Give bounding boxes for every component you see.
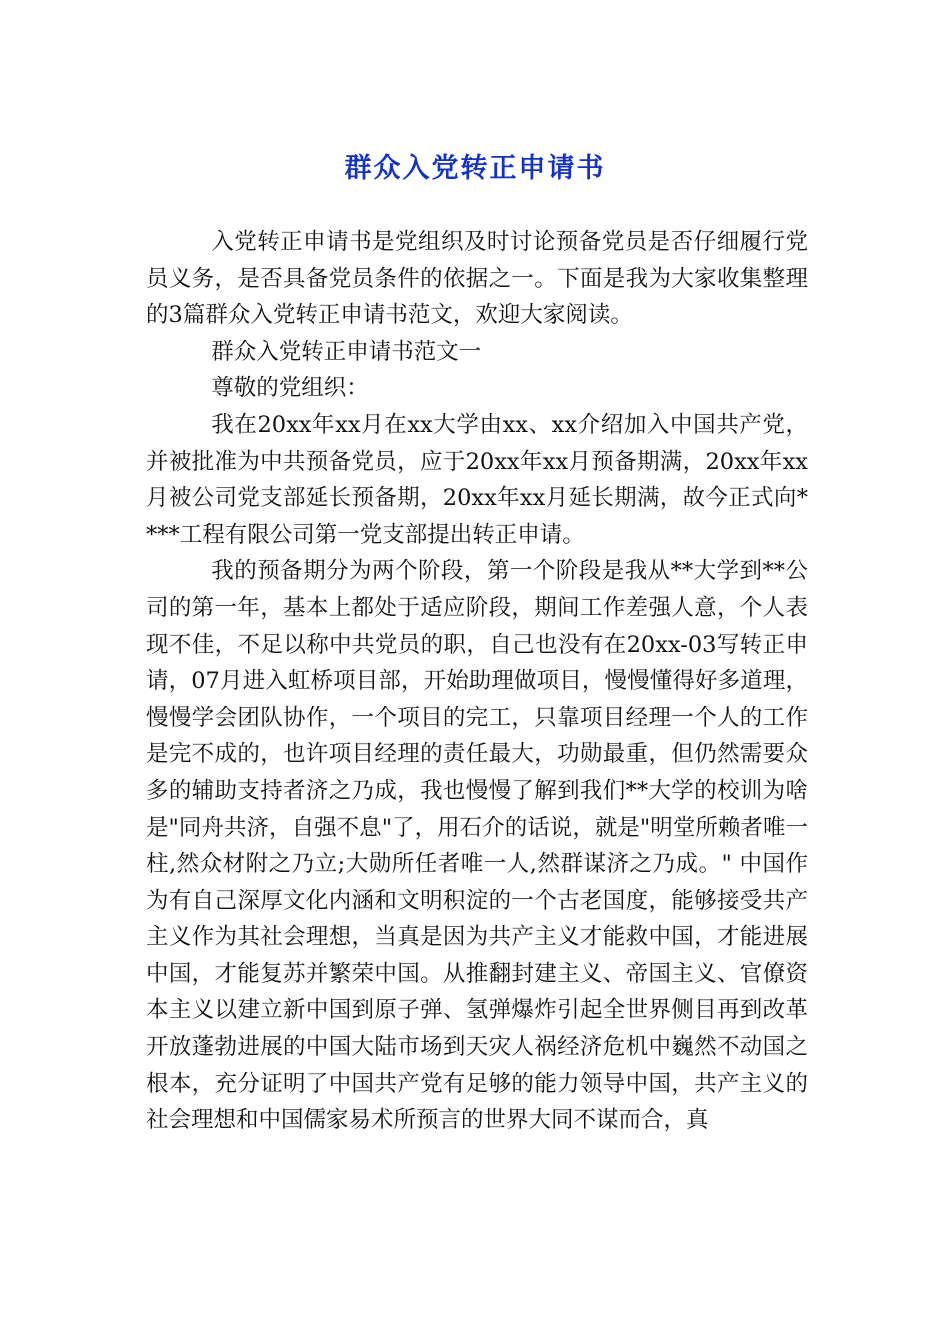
document-title: 群众入党转正申请书 (344, 153, 606, 185)
salutation: 尊敬的党组织： (211, 375, 369, 402)
body-paragraph: 我在20xx年xx月在xx大学由xx、xx介绍加入中国共产党，并被批准为中共预备党员，应于20xx年xx月预备期满，20xx年xx月被公司党支部延长预备期，20xx年xx月延长期满，故今正式向****工程有限公司第一党支部提出转正申请。 (146, 411, 808, 548)
section-heading: 群众入党转正申请书范文一 (211, 338, 482, 365)
body-paragraph: 我的预备期分为两个阶段，第一个阶段是我从**大学到**公司的第一年，基本上都处于适应阶段，期间工作差强人意，个人表现不佳，不足以称中共党员的职，自己也没有在20xx-03写转正申请，07月进入虹桥项目部，开始助理做项目，慢慢懂得好多道理，慢慢学会团队协作，一个项目的完工，只靠项目经理一个人的工作是完不成的，也许项目经理的责任最大，功勋最重，但仍然需要众多的辅助支持者济之乃成，我也慢慢了解到我们**大学的校训为啥是"同舟共济，自强不息"了，用石介的话说，就是"明堂所赖者唯一柱,然众材附之乃立;大勋所任者唯一人,然群谋济之乃成。" 中国作为有自己深厚文化内涵和文明积淀的一个古老国度，能够接受共产主义作为其社会理想，当真是因为共产主义才能救中国，才能进展中国，才能复苏并繁荣中国。从推翻封建主义、帝国主义、官僚资本主义以建立新中国到原子弹、氢弹爆炸引起全世界侧目再到改革开放蓬勃进展的中国大陆市场到天灾人祸经济危机中巍然不动国之根本，充分证明了中国共产党有足够的能力领导中国，共产主义的社会理想和中国儒家易术所预言的世界大同不谋而合，真 (146, 558, 808, 1134)
document-body (146, 224, 808, 1139)
intro-paragraph: 入党转正申请书是党组织及时讨论预备党员是否仔细履行党员义务，是否具备党员条件的依据之一。下面是我为大家收集整理的3篇群众入党转正申请书范文，欢迎大家阅读。 (146, 229, 808, 329)
